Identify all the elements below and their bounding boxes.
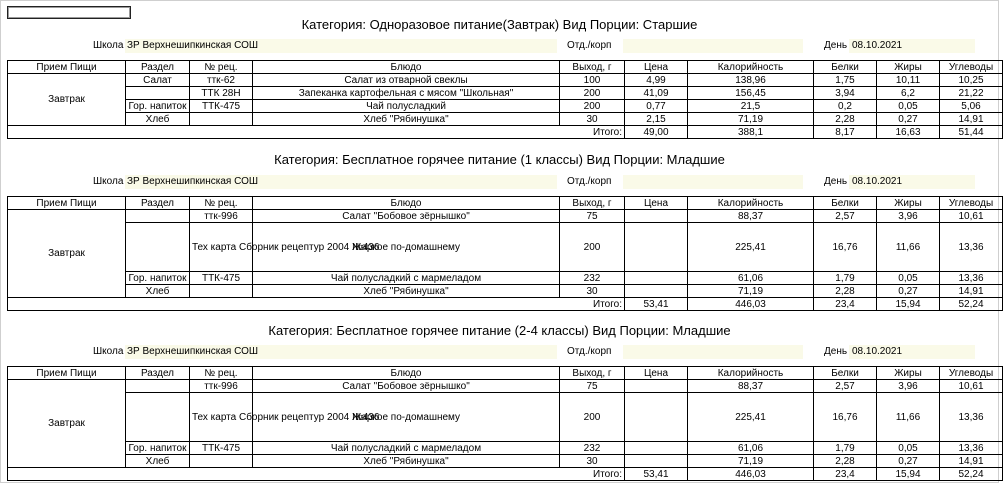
recipe-cell [190, 285, 253, 298]
recipe-cell: ТТК-475 [190, 272, 253, 285]
recipe-cell [190, 113, 253, 126]
col-fat: Жиры [877, 197, 940, 210]
protein-cell: 1,79 [814, 442, 877, 455]
col-carbs: Углеводы [940, 367, 1003, 380]
protein-cell: 1,79 [814, 272, 877, 285]
total-fat: 15,94 [877, 468, 940, 481]
category-title: Категория: Бесплатное горячее питание (2-4 классы) Вид Порции: Младшие [268, 323, 731, 338]
report-date: 08.10.2021 [852, 40, 903, 51]
yield-cell: 200 [560, 393, 625, 442]
yield-cell: 30 [560, 455, 625, 468]
table-header-row [8, 61, 1003, 74]
category-title: Категория: Бесплатное горячее питание (1 классы) Вид Порции: Младшие [274, 152, 725, 167]
recipe-cell [190, 455, 253, 468]
dish-cell: Чай полусладкий [253, 100, 560, 113]
col-recipe: № рец. [190, 61, 253, 74]
price-cell [625, 393, 688, 442]
col-meal: Прием Пищи [8, 197, 126, 210]
info-row [7, 39, 992, 53]
calories-cell: 156,45 [688, 87, 814, 100]
col-dish: Блюдо [253, 367, 560, 380]
section-cell: Хлеб [126, 113, 190, 126]
carbs-cell: 13,36 [940, 442, 1003, 455]
total-label: Итого: [8, 468, 625, 481]
carbs-cell: 13,36 [940, 223, 1003, 272]
fat-cell: 0,27 [877, 455, 940, 468]
fat-cell: 0,27 [877, 285, 940, 298]
menu-table [7, 366, 1003, 481]
total-label: Итого: [8, 298, 625, 311]
protein-cell: 16,76 [814, 223, 877, 272]
dish-cell: Жаркое по-домашнему [253, 393, 560, 442]
fat-cell: 0,05 [877, 442, 940, 455]
price-cell [625, 210, 688, 223]
col-dish: Блюдо [253, 61, 560, 74]
calories-cell: 71,19 [688, 455, 814, 468]
section-cell: Гор. напиток [126, 272, 190, 285]
yield-cell: 30 [560, 285, 625, 298]
price-cell: 0,77 [625, 100, 688, 113]
section-cell [126, 223, 190, 272]
section-cell: Хлеб [126, 455, 190, 468]
col-section: Раздел [126, 197, 190, 210]
total-calories: 388,1 [688, 126, 814, 139]
col-price: Цена [625, 61, 688, 74]
table-row [8, 100, 1003, 113]
total-carbs: 51,44 [940, 126, 1003, 139]
col-price: Цена [625, 197, 688, 210]
carbs-cell: 14,91 [940, 285, 1003, 298]
recipe-cell: Тех карта Сборник рецептур 2004 №436 [190, 393, 253, 442]
recipe-cell: ттк-996 [190, 210, 253, 223]
day-label: День [824, 346, 848, 357]
section-cell: Салат [126, 74, 190, 87]
calories-cell: 21,5 [688, 100, 814, 113]
yield-cell: 75 [560, 210, 625, 223]
col-yield: Выход, г [560, 367, 625, 380]
col-protein: Белки [814, 61, 877, 74]
dept-label: Отд./корп [567, 346, 612, 357]
meal-cell: Завтрак [8, 74, 126, 126]
total-price: 49,00 [625, 126, 688, 139]
totals-row [8, 468, 1003, 481]
table-row [8, 210, 1003, 223]
calories-cell: 61,06 [688, 442, 814, 455]
report-date: 08.10.2021 [852, 346, 903, 357]
total-calories: 446,03 [688, 468, 814, 481]
recipe-cell: ТТК-475 [190, 100, 253, 113]
total-price: 53,41 [625, 298, 688, 311]
carbs-cell: 14,91 [940, 455, 1003, 468]
col-recipe: № рец. [190, 367, 253, 380]
protein-cell: 3,94 [814, 87, 877, 100]
yield-cell: 200 [560, 100, 625, 113]
section-cell: Гор. напиток [126, 100, 190, 113]
total-label: Итого: [8, 126, 625, 139]
recipe-cell: ТТК 28Н [190, 87, 253, 100]
yield-cell: 30 [560, 113, 625, 126]
price-cell: 4,99 [625, 74, 688, 87]
col-section: Раздел [126, 61, 190, 74]
dish-cell: Чай полусладкий с мармеладом [253, 272, 560, 285]
col-carbs: Углеводы [940, 61, 1003, 74]
dish-cell: Жаркое по-домашнему [253, 223, 560, 272]
col-meal: Прием Пищи [8, 367, 126, 380]
yield-cell: 232 [560, 442, 625, 455]
yield-cell: 200 [560, 223, 625, 272]
table-row [8, 393, 1003, 442]
school-name: ЗР Верхнешипкинская СОШ [127, 40, 259, 51]
table-header-row [8, 367, 1003, 380]
section-cell: Хлеб [126, 285, 190, 298]
school-name: ЗР Верхнешипкинская СОШ [127, 346, 259, 357]
protein-cell: 16,76 [814, 393, 877, 442]
menu-table [7, 196, 1003, 311]
calories-cell: 88,37 [688, 210, 814, 223]
carbs-cell: 14,91 [940, 113, 1003, 126]
col-protein: Белки [814, 197, 877, 210]
col-recipe: № рец. [190, 197, 253, 210]
yield-cell: 200 [560, 87, 625, 100]
total-protein: 23,4 [814, 298, 877, 311]
protein-cell: 2,28 [814, 113, 877, 126]
total-carbs: 52,24 [940, 468, 1003, 481]
carbs-cell: 21,22 [940, 87, 1003, 100]
section-cell [126, 210, 190, 223]
table-row [8, 455, 1003, 468]
col-section: Раздел [126, 367, 190, 380]
total-price: 53,41 [625, 468, 688, 481]
fat-cell: 6,2 [877, 87, 940, 100]
total-carbs: 52,24 [940, 298, 1003, 311]
total-calories: 446,03 [688, 298, 814, 311]
col-yield: Выход, г [560, 61, 625, 74]
category-title: Категория: Одноразовое питание(Завтрак) Вид Порции: Старшие [301, 17, 698, 32]
protein-cell: 2,57 [814, 210, 877, 223]
section-cell [126, 393, 190, 442]
calories-cell: 225,41 [688, 223, 814, 272]
menu-table [7, 60, 1003, 139]
col-yield: Выход, г [560, 197, 625, 210]
col-carbs: Углеводы [940, 197, 1003, 210]
dish-cell: Хлеб "Рябинушка" [253, 113, 560, 126]
col-calories: Калорийность [688, 61, 814, 74]
protein-cell: 1,75 [814, 74, 877, 87]
total-protein: 8,17 [814, 126, 877, 139]
protein-cell: 2,57 [814, 380, 877, 393]
fat-cell: 3,96 [877, 380, 940, 393]
meal-cell: Завтрак [8, 210, 126, 298]
col-fat: Жиры [877, 61, 940, 74]
col-price: Цена [625, 367, 688, 380]
protein-cell: 0,2 [814, 100, 877, 113]
carbs-cell: 10,25 [940, 74, 1003, 87]
carbs-cell: 5,06 [940, 100, 1003, 113]
yield-cell: 232 [560, 272, 625, 285]
recipe-cell: ттк-62 [190, 74, 253, 87]
table-row [8, 285, 1003, 298]
table-header-row [8, 197, 1003, 210]
yield-cell: 75 [560, 380, 625, 393]
col-fat: Жиры [877, 367, 940, 380]
day-label: День [824, 40, 848, 51]
protein-cell: 2,28 [814, 455, 877, 468]
info-row [7, 175, 992, 189]
price-cell [625, 223, 688, 272]
table-row [8, 272, 1003, 285]
protein-cell: 2,28 [814, 285, 877, 298]
fat-cell: 11,66 [877, 393, 940, 442]
calories-cell: 61,06 [688, 272, 814, 285]
fat-cell: 0,05 [877, 272, 940, 285]
col-protein: Белки [814, 367, 877, 380]
school-label: Школа [93, 346, 124, 357]
carbs-cell: 10,61 [940, 380, 1003, 393]
calories-cell: 71,19 [688, 113, 814, 126]
calories-cell: 225,41 [688, 393, 814, 442]
total-protein: 23,4 [814, 468, 877, 481]
dish-cell: Салат "Бобовое зёрнышко" [253, 380, 560, 393]
fat-cell: 3,96 [877, 210, 940, 223]
section-cell: Гор. напиток [126, 442, 190, 455]
recipe-cell: ттк-996 [190, 380, 253, 393]
table-row [8, 87, 1003, 100]
recipe-cell: Тех карта Сборник рецептур 2004 №436 [190, 223, 253, 272]
day-label: День [824, 176, 848, 187]
recipe-cell: ТТК-475 [190, 442, 253, 455]
price-cell: 2,15 [625, 113, 688, 126]
total-fat: 15,94 [877, 298, 940, 311]
price-cell: 41,09 [625, 87, 688, 100]
dish-cell: Запеканка картофельная с мясом "Школьная" [253, 87, 560, 100]
carbs-cell: 13,36 [940, 272, 1003, 285]
carbs-cell: 10,61 [940, 210, 1003, 223]
dish-cell: Салат "Бобовое зёрнышко" [253, 210, 560, 223]
yield-cell: 100 [560, 74, 625, 87]
totals-row [8, 126, 1003, 139]
table-row [8, 380, 1003, 393]
info-row [7, 345, 992, 359]
school-name: ЗР Верхнешипкинская СОШ [127, 176, 259, 187]
report-date: 08.10.2021 [852, 176, 903, 187]
calories-cell: 138,96 [688, 74, 814, 87]
calories-cell: 71,19 [688, 285, 814, 298]
col-calories: Калорийность [688, 197, 814, 210]
col-calories: Калорийность [688, 367, 814, 380]
fat-cell: 10,11 [877, 74, 940, 87]
dish-cell: Хлеб "Рябинушка" [253, 285, 560, 298]
dish-cell: Хлеб "Рябинушка" [253, 455, 560, 468]
carbs-cell: 13,36 [940, 393, 1003, 442]
table-row [8, 223, 1003, 272]
table-row [8, 74, 1003, 87]
dish-cell: Салат из отварной свеклы [253, 74, 560, 87]
calories-cell: 88,37 [688, 380, 814, 393]
section-cell [126, 380, 190, 393]
table-row [8, 442, 1003, 455]
col-meal: Прием Пищи [8, 61, 126, 74]
section-cell [126, 87, 190, 100]
fat-cell: 0,27 [877, 113, 940, 126]
price-cell [625, 380, 688, 393]
dept-label: Отд./корп [567, 176, 612, 187]
price-cell [625, 442, 688, 455]
meal-cell: Завтрак [8, 380, 126, 468]
dish-cell: Чай полусладкий с мармеладом [253, 442, 560, 455]
col-dish: Блюдо [253, 197, 560, 210]
school-label: Школа [93, 176, 124, 187]
total-fat: 16,63 [877, 126, 940, 139]
price-cell [625, 285, 688, 298]
price-cell [625, 272, 688, 285]
table-row [8, 113, 1003, 126]
fat-cell: 11,66 [877, 223, 940, 272]
totals-row [8, 298, 1003, 311]
school-label: Школа [93, 40, 124, 51]
dept-label: Отд./корп [567, 40, 612, 51]
price-cell [625, 455, 688, 468]
fat-cell: 0,05 [877, 100, 940, 113]
